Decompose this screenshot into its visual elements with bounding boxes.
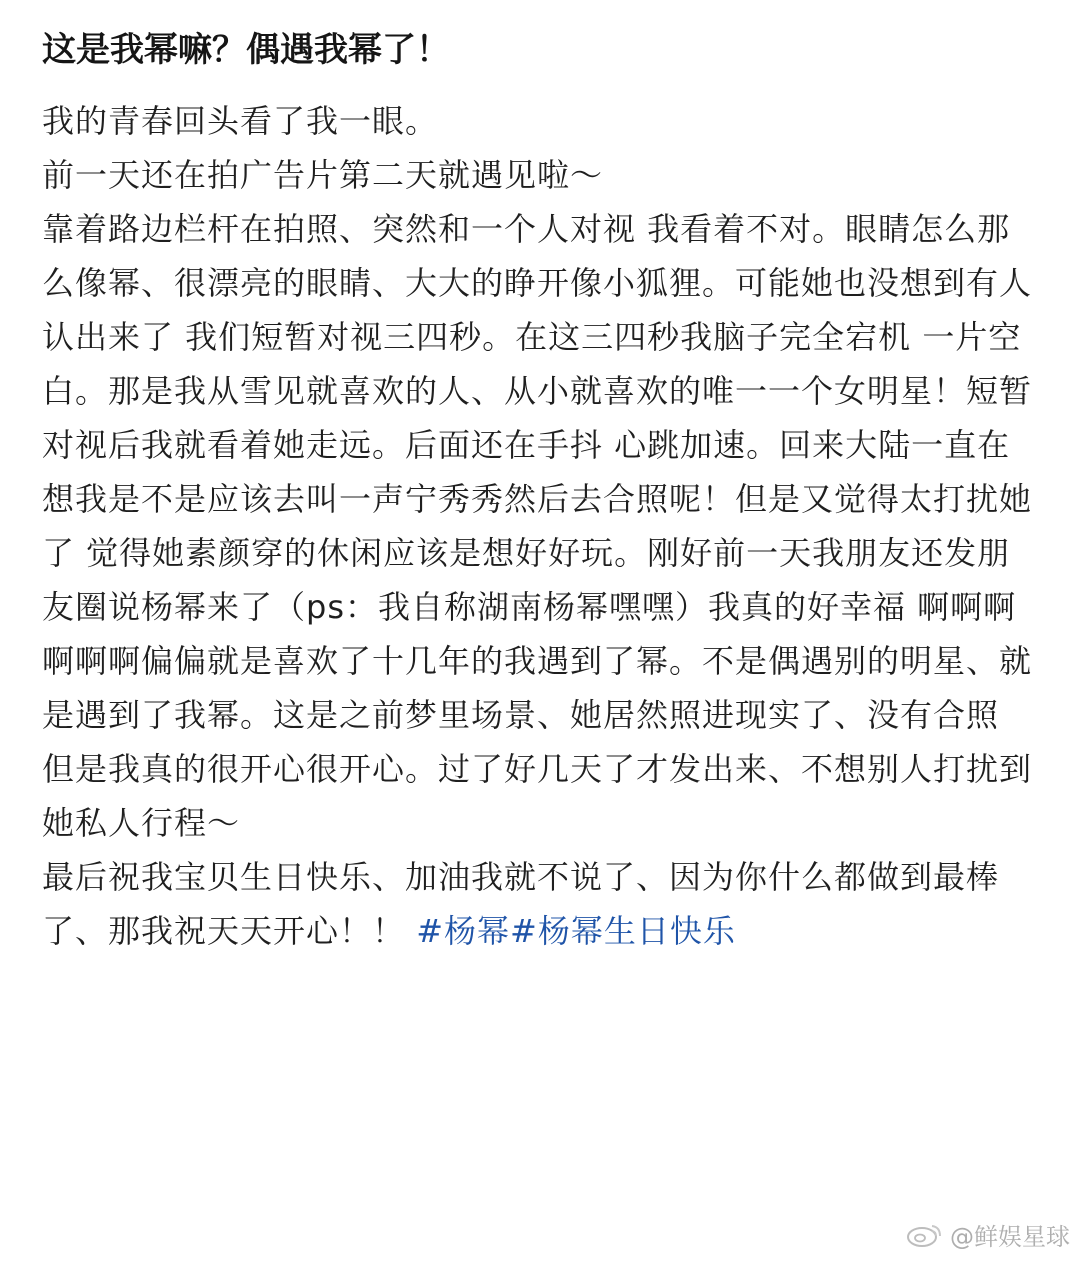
watermark-text: @鲜娱星球 [950, 1223, 1070, 1251]
weibo-logo-icon [904, 1222, 944, 1248]
post-closing [42, 850, 1032, 958]
hashtag-yangmi-birthday[interactable]: #杨幂生日快乐 [510, 912, 736, 950]
hashtag-yangmi[interactable]: #杨幂 [416, 912, 511, 950]
post-container [42, 28, 1032, 958]
post-line-1: 我的青春回头看了我一眼。 [42, 102, 439, 140]
post-body: 靠着路边栏杆在拍照、突然和一个人对视 我看着不对。眼睛怎么那么像幂、很漂亮的眼睛、大大的睁开像小狐狸。可能她也没想到有人认出来了 我们短暂对视三四秒。在这三四秒我脑子完全宕机 一片空白。那是我从雪见就喜欢的人、从小就喜欢的唯一一个女明星！短暂对视后我就看着她走远。后面还在手抖 心跳加速。回来大陆一直在想我是不是应该去叫一声宁秀秀然后去合照呢！但是又觉得太打扰她了 觉得她素颜穿的休闲应该是想好好玩。刚好前一天我朋友还发朋友圈说杨幂来了（ps：我自称湖南杨幂嘿嘿）我真的好幸福 啊啊啊啊啊啊偏偏就是喜欢了十几年的我遇到了幂。不是偶遇别的明星、就是遇到了我幂。这是之前梦里场景、她居然照进现实了、没有合照 但是我真的很开心很开心。过了好几天了才发出来、不想别人打扰到她私人行程～ [42, 210, 1033, 842]
post-line-2: 前一天还在拍广告片第二天就遇见啦～ [42, 156, 604, 194]
post-closing-text: 最后祝我宝贝生日快乐、加油我就不说了、因为你什么都做到最棒了、那我祝天天开心！！ [42, 858, 1000, 950]
watermark [904, 1217, 1070, 1252]
post-title: 这是我幂嘛？偶遇我幂了！ [42, 30, 450, 70]
